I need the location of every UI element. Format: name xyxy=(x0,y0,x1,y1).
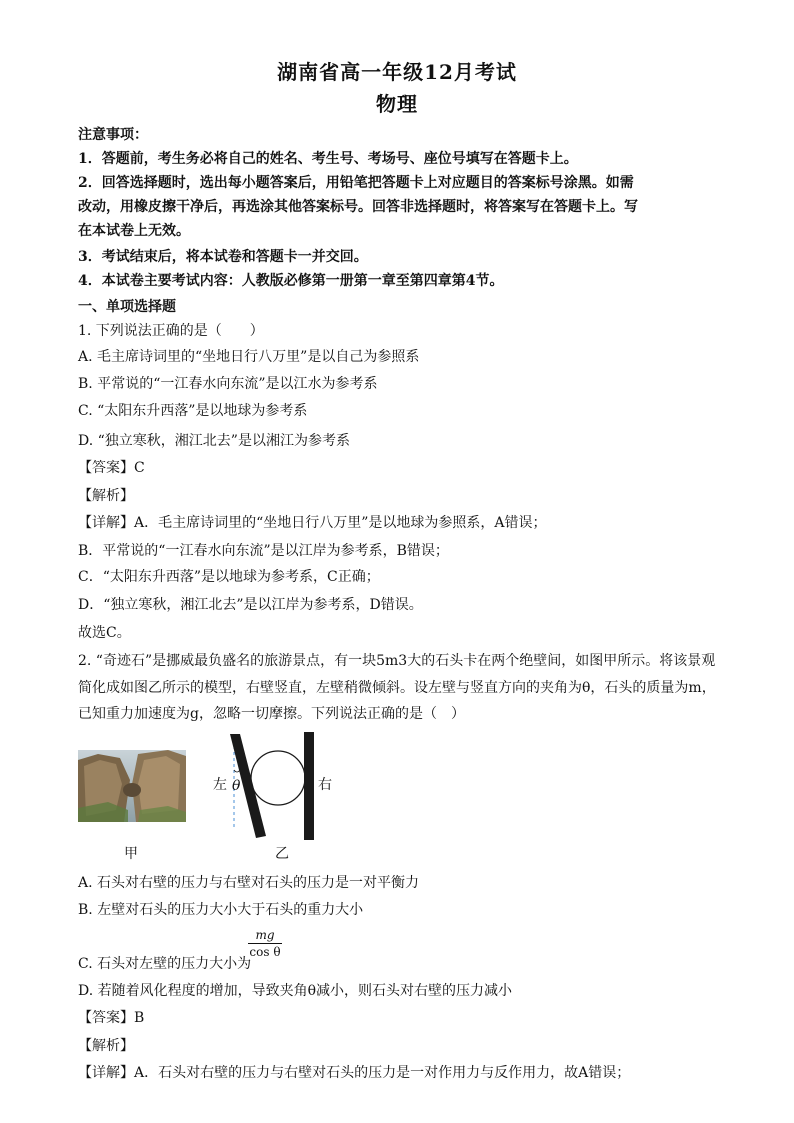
detail-line: C．“太阳东升西落”是以地球为参考系，C正确； xyxy=(78,569,380,585)
question-stem: 已知重力加速度为g，忽略一切摩擦。下列说法正确的是（ ） xyxy=(78,706,465,722)
caption-yi: 乙 xyxy=(275,846,289,862)
option-b: B. 平常说的“一江春水向东流”是以江水为参考系 xyxy=(78,376,378,392)
exam-subject: 物理 xyxy=(376,92,418,116)
answer-label: 【答案】C xyxy=(78,460,145,476)
notice-item: 4．本试卷主要考试内容：人教版必修第一册第一章至第四章第4节。 xyxy=(78,273,504,289)
detail-line: D．“独立寒秋，湘江北去”是以江岸为参考系，D错误。 xyxy=(78,597,423,613)
option-b: B. 左壁对石头的压力大小大于石头的重力大小 xyxy=(78,902,364,918)
conclusion: 故选C。 xyxy=(78,625,131,641)
rock-photo xyxy=(78,750,186,822)
option-a: A. 毛主席诗词里的“坐地日行八万里”是以自己为参照系 xyxy=(78,349,420,365)
notice-item: 3．考试结束后，将本试卷和答题卡一并交回。 xyxy=(78,249,368,265)
detail-line: B．平常说的“一江春水向东流”是以江岸为参考系，B错误； xyxy=(78,543,449,559)
wall-diagram xyxy=(200,730,350,860)
detail-line: 【详解】A．石头对右壁的压力与右壁对石头的压力是一对作用力与反作用力，故A错误； xyxy=(78,1065,631,1081)
section-heading: 一、单项选择题 xyxy=(78,299,176,315)
analysis-label: 【解析】 xyxy=(78,1038,134,1054)
question-stem: 2. “奇迹石”是挪威最负盛名的旅游景点，有一块5m3大的石头卡在两个绝壁间，如图甲所示。将该景观 xyxy=(78,653,716,669)
exam-title: 湖南省高一年级12月考试 xyxy=(277,60,517,84)
answer-label: 【答案】B xyxy=(78,1010,145,1026)
detail-line: 【详解】A．毛主席诗词里的“坐地日行八万里”是以地球为参照系，A错误； xyxy=(78,515,547,531)
question-stem: 简化成如图乙所示的模型，右壁竖直，左壁稍微倾斜。设左壁与竖直方向的夹角为θ，石头的质量为m， xyxy=(78,680,716,696)
notice-item: 1．答题前，考生务必将自己的姓名、考生号、考场号、座位号填写在答题卡上。 xyxy=(78,151,578,167)
notice-item: 改动，用橡皮擦干净后，再选涂其他答案标号。回答非选择题时，将答案写在答题卡上。写 xyxy=(78,199,638,215)
notice-item: 在本试卷上无效。 xyxy=(78,223,190,239)
notice-item: 2．回答选择题时，选出每小题答案后，用铅笔把答题卡上对应题目的答案标号涂黑。如需 xyxy=(78,175,634,191)
label-right: 右 xyxy=(318,777,332,793)
analysis-label: 【解析】 xyxy=(78,488,134,504)
formula-numerator: mg xyxy=(248,928,282,944)
option-d: D. “独立寒秋，湘江北去”是以湘江为参考系 xyxy=(78,433,350,449)
option-a: A. 石头对右壁的压力与右壁对石头的压力是一对平衡力 xyxy=(78,875,420,891)
option-c: C. 石头对左壁的压力大小为 xyxy=(78,956,252,972)
option-d: D. 若随着风化程度的增加，导致夹角θ减小，则石头对右壁的压力减小 xyxy=(78,983,513,999)
label-left: 左 xyxy=(213,777,227,793)
label-angle: θ xyxy=(232,778,241,794)
caption-jia: 甲 xyxy=(124,846,138,862)
option-c: C. “太阳东升西落”是以地球为参考系 xyxy=(78,403,308,419)
notice-heading: 注意事项： xyxy=(78,127,148,143)
formula-fraction xyxy=(248,928,282,959)
formula-denominator: cos θ xyxy=(249,945,281,959)
question-stem: 1. 下列说法正确的是（ ） xyxy=(78,323,264,339)
